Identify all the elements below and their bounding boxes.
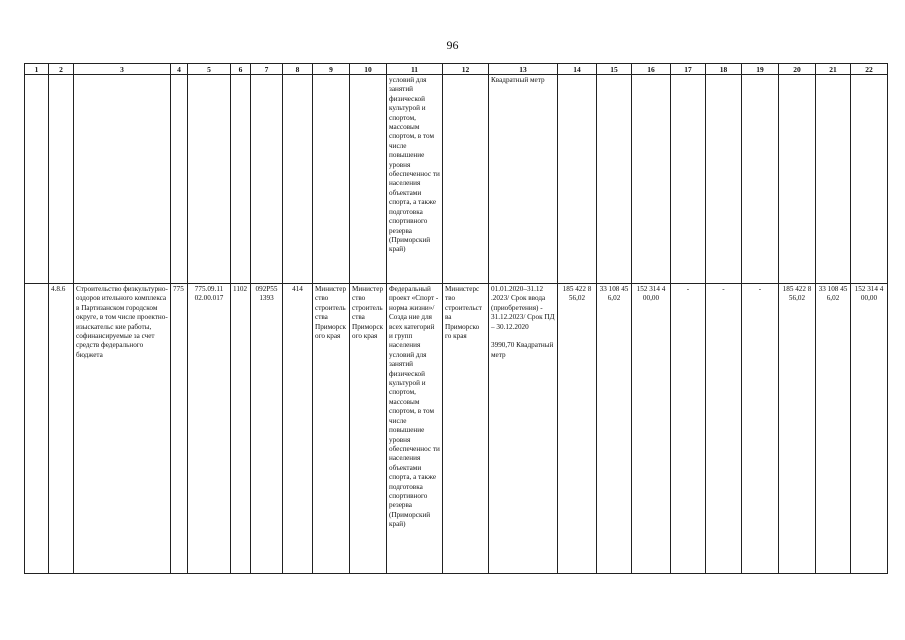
code-cell: 775 bbox=[171, 284, 188, 574]
code-cell: 414 bbox=[283, 284, 313, 574]
table-cell bbox=[25, 284, 49, 574]
column-header: 7 bbox=[251, 64, 283, 75]
empty-value-cell: - bbox=[671, 284, 706, 574]
table-cell bbox=[816, 75, 851, 284]
column-header: 2 bbox=[49, 64, 74, 75]
code-cell: 1102 bbox=[231, 284, 251, 574]
object-name-cell: Строительство физкультурно-оздоров ительного комплекса в Партизанском городском округе, в том числе проектно-изыскательс кие работы, софинансируемые за счет средств федерального бюджета bbox=[74, 284, 171, 574]
budget-table bbox=[24, 63, 888, 574]
table-cell bbox=[171, 75, 188, 284]
ministry-cell: Министер ство строитель ства Приморск ого края bbox=[313, 284, 350, 574]
column-header: 16 bbox=[632, 64, 671, 75]
ministry-cell: Министерс тво строительст ва Приморско го края bbox=[443, 284, 489, 574]
column-header: 18 bbox=[706, 64, 742, 75]
amount-cell: 152 314 4 00,00 bbox=[632, 284, 671, 574]
column-header: 14 bbox=[558, 64, 597, 75]
page-number: 96 bbox=[446, 38, 459, 52]
column-header: 9 bbox=[313, 64, 350, 75]
column-header: 11 bbox=[387, 64, 443, 75]
table-row-continuation bbox=[25, 75, 888, 284]
column-header: 15 bbox=[597, 64, 632, 75]
table-cell bbox=[742, 75, 779, 284]
table-cell bbox=[671, 75, 706, 284]
unit-cell: Квадратный метр bbox=[489, 75, 558, 284]
table-cell bbox=[251, 75, 283, 284]
amount-cell: 185 422 8 56,02 bbox=[779, 284, 816, 574]
ministry-cell: Министер ство строитель ства Приморск ого края bbox=[350, 284, 387, 574]
column-header: 8 bbox=[283, 64, 313, 75]
table-cell bbox=[851, 75, 888, 284]
column-header: 1 bbox=[25, 64, 49, 75]
column-header: 12 bbox=[443, 64, 489, 75]
table-cell bbox=[632, 75, 671, 284]
project-description-cell: Федеральный проект «Спорт - норма жизни»/Созда ние для всех категорий и групп населения условий для занятий физической культурой и спортом, массовым спортом, в том числе повышение уровня обеспеченнос ти населения объектами спорта, а также подготовка спортивного резерва (Приморский край) bbox=[387, 284, 443, 574]
table-cell bbox=[74, 75, 171, 284]
table-cell bbox=[25, 75, 49, 284]
code-cell: 092P55 1393 bbox=[251, 284, 283, 574]
item-number-cell: 4.8.6 bbox=[49, 284, 74, 574]
column-header: 5 bbox=[188, 64, 231, 75]
table-cell bbox=[283, 75, 313, 284]
schedule-cell: 01.01.2020–31.12 .2023/ Срок ввода (приобретения) - 31.12.2023/ Срок ПД – 30.12.2020 3990,70 Квадратный метр bbox=[489, 284, 558, 574]
table-cell bbox=[443, 75, 489, 284]
column-header: 10 bbox=[350, 64, 387, 75]
table-cell bbox=[779, 75, 816, 284]
table-cell bbox=[597, 75, 632, 284]
table-row-4-8-6 bbox=[25, 284, 888, 574]
column-header: 3 bbox=[74, 64, 171, 75]
empty-value-cell: - bbox=[742, 284, 779, 574]
amount-cell: 185 422 8 56,02 bbox=[558, 284, 597, 574]
column-header: 6 bbox=[231, 64, 251, 75]
table-cell bbox=[350, 75, 387, 284]
table-cell bbox=[49, 75, 74, 284]
column-header: 13 bbox=[489, 64, 558, 75]
table-cell bbox=[706, 75, 742, 284]
amount-cell: 152 314 4 00,00 bbox=[851, 284, 888, 574]
column-header: 22 bbox=[851, 64, 888, 75]
table-cell bbox=[313, 75, 350, 284]
goal-description-cell: условий для занятий физической культурой и спортом, массовым спортом, в том числе повышение уровня обеспеченнос ти населения объектами спорта, а также подготовка спортивного резерва (Приморский край) bbox=[387, 75, 443, 284]
code-cell: 775.09.11 02.00.017 bbox=[188, 284, 231, 574]
header-row bbox=[25, 64, 888, 75]
table-cell bbox=[188, 75, 231, 284]
amount-cell: 33 108 45 6,02 bbox=[597, 284, 632, 574]
column-header: 21 bbox=[816, 64, 851, 75]
table-cell bbox=[231, 75, 251, 284]
empty-value-cell: - bbox=[706, 284, 742, 574]
column-header: 4 bbox=[171, 64, 188, 75]
column-header: 19 bbox=[742, 64, 779, 75]
column-header: 20 bbox=[779, 64, 816, 75]
column-header: 17 bbox=[671, 64, 706, 75]
table-cell bbox=[558, 75, 597, 284]
amount-cell: 33 108 45 6,02 bbox=[816, 284, 851, 574]
